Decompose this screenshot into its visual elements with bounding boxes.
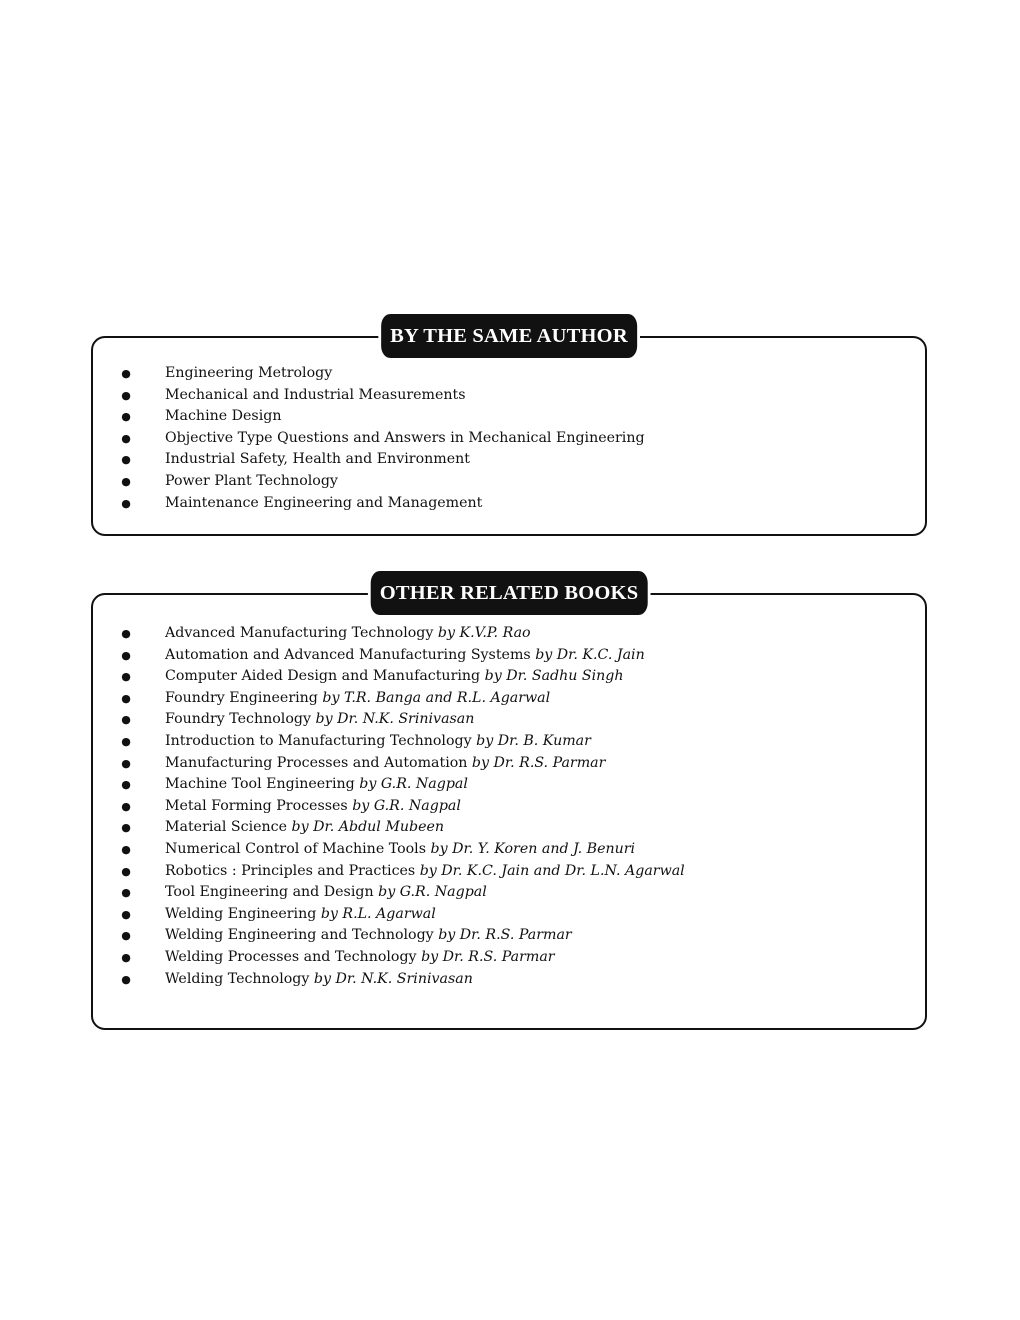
bullet-icon: ● <box>121 799 131 813</box>
book-author: by G.R. Nagpal <box>378 884 487 901</box>
bullet-icon: ● <box>121 886 131 900</box>
book-title: Industrial Safety, Health and Environment <box>165 451 470 468</box>
book-list-item <box>93 753 925 775</box>
bullet-icon: ● <box>121 713 131 727</box>
book-list-item <box>93 731 925 753</box>
book-list-item <box>93 796 925 818</box>
book-title: Welding Engineering and Technology <box>165 927 434 944</box>
bullet-icon: ● <box>121 929 131 943</box>
book-list-item <box>93 493 925 515</box>
book-entry <box>165 861 685 883</box>
same-author-heading: BY THE SAME AUTHOR <box>378 314 640 358</box>
book-title: Tool Engineering and Design <box>165 884 374 901</box>
book-list-item <box>93 645 925 667</box>
book-list-item <box>93 839 925 861</box>
bullet-icon: ● <box>121 431 131 445</box>
book-author: by G.R. Nagpal <box>352 797 461 814</box>
book-title: Introduction to Manufacturing Technology <box>165 732 472 749</box>
book-entry <box>165 839 635 861</box>
book-entry <box>165 925 572 947</box>
bullet-icon: ● <box>121 410 131 424</box>
bullet-icon: ● <box>121 778 131 792</box>
book-list-item <box>93 428 925 450</box>
bullet-icon: ● <box>121 388 131 402</box>
book-title: Numerical Control of Machine Tools <box>165 840 426 857</box>
book-author: by Dr. N.K. Srinivasan <box>315 711 475 728</box>
book-author: by R.L. Agarwal <box>320 905 436 922</box>
book-entry <box>165 666 624 688</box>
bullet-icon: ● <box>121 453 131 467</box>
bullet-icon: ● <box>121 627 131 640</box>
book-entry <box>165 904 436 926</box>
book-author: by Dr. N.K. Srinivasan <box>313 970 473 987</box>
book-title: Engineering Metrology <box>165 365 333 381</box>
book-entry <box>165 471 338 493</box>
book-author: by Dr. K.C. Jain <box>535 646 645 663</box>
book-entry <box>165 385 466 407</box>
book-entry <box>165 774 468 796</box>
book-title: Welding Processes and Technology <box>165 948 417 965</box>
bullet-icon: ● <box>121 367 131 380</box>
book-entry <box>165 731 591 753</box>
bullet-icon: ● <box>121 950 131 964</box>
book-list-item <box>93 688 925 710</box>
bullet-icon: ● <box>121 734 131 748</box>
book-title: Foundry Engineering <box>165 689 318 706</box>
bullet-icon: ● <box>121 821 131 835</box>
book-entry <box>165 796 461 818</box>
book-author: by T.R. Banga and R.L. Agarwal <box>322 689 551 706</box>
book-title: Automation and Advanced Manufacturing Systems <box>165 646 531 663</box>
book-title: Material Science <box>165 819 287 836</box>
book-author: by Dr. Abdul Mubeen <box>291 819 445 836</box>
book-author: by Dr. B. Kumar <box>476 732 591 749</box>
book-entry <box>165 947 555 969</box>
book-list-item <box>93 817 925 839</box>
book-title: Metal Forming Processes <box>165 797 348 814</box>
same-author-panel <box>91 325 927 536</box>
book-title: Foundry Technology <box>165 711 311 728</box>
book-entry <box>165 645 645 667</box>
related-book-list <box>93 623 925 990</box>
book-list-item <box>93 623 925 645</box>
book-entry <box>165 753 605 775</box>
book-list-item <box>93 774 925 796</box>
bullet-icon: ● <box>121 670 131 684</box>
book-entry <box>165 363 332 385</box>
book-entry <box>165 688 550 710</box>
book-list-item <box>93 882 925 904</box>
book-author: by Dr. R.S. Parmar <box>438 927 572 944</box>
book-author: by G.R. Nagpal <box>359 776 468 793</box>
same-author-book-list <box>93 363 925 514</box>
book-list-item <box>93 666 925 688</box>
book-entry <box>165 493 482 515</box>
book-title: Power Plant Technology <box>165 472 338 489</box>
book-title: Robotics : Principles and Practices <box>165 862 416 879</box>
book-entry <box>165 969 473 991</box>
book-entry <box>165 623 531 645</box>
book-entry <box>165 817 444 839</box>
book-author: by Dr. Y. Koren and J. Benuri <box>430 840 636 857</box>
bullet-icon: ● <box>121 648 131 662</box>
bullet-icon: ● <box>121 474 131 488</box>
book-entry <box>165 882 487 904</box>
book-author: by Dr. R.S. Parmar <box>471 754 606 771</box>
book-title: Advanced Manufacturing Technology <box>165 625 434 641</box>
book-entry <box>165 428 645 450</box>
bullet-icon: ● <box>121 864 131 878</box>
book-list-item <box>93 406 925 428</box>
bullet-icon: ● <box>121 496 131 510</box>
book-title: Mechanical and Industrial Measurements <box>165 386 466 403</box>
book-author: by Dr. Sadhu Singh <box>484 668 624 685</box>
bullet-icon: ● <box>121 691 131 705</box>
book-list-item <box>93 363 925 385</box>
bullet-icon: ● <box>121 907 131 921</box>
book-title: Manufacturing Processes and Automation <box>165 754 468 771</box>
book-list-item <box>93 925 925 947</box>
related-books-heading: OTHER RELATED BOOKS <box>368 571 651 615</box>
book-list-item <box>93 861 925 883</box>
book-title: Computer Aided Design and Manufacturing <box>165 668 481 685</box>
book-list-item <box>93 969 925 991</box>
book-author: by Dr. R.S. Parmar <box>421 948 555 965</box>
related-books-panel <box>91 582 927 1030</box>
book-entry <box>165 449 470 471</box>
bullet-icon: ● <box>121 756 131 770</box>
book-list-item <box>93 709 925 731</box>
bullet-icon: ● <box>121 842 131 856</box>
book-list-item <box>93 947 925 969</box>
book-entry <box>165 709 474 731</box>
book-title: Welding Engineering <box>165 905 317 922</box>
book-title: Welding Technology <box>165 970 310 987</box>
book-list-item <box>93 449 925 471</box>
book-title: Objective Type Questions and Answers in Mechanical Engineering <box>165 429 645 446</box>
book-author: by Dr. K.C. Jain and Dr. L.N. Agarwal <box>419 862 685 879</box>
book-list-item <box>93 471 925 493</box>
book-author: by K.V.P. Rao <box>437 625 531 641</box>
book-list-item <box>93 904 925 926</box>
book-list-item <box>93 385 925 407</box>
book-title: Machine Tool Engineering <box>165 776 355 793</box>
book-title: Machine Design <box>165 408 282 425</box>
bullet-icon: ● <box>121 972 131 986</box>
book-title: Maintenance Engineering and Management <box>165 494 483 511</box>
book-entry <box>165 406 281 428</box>
